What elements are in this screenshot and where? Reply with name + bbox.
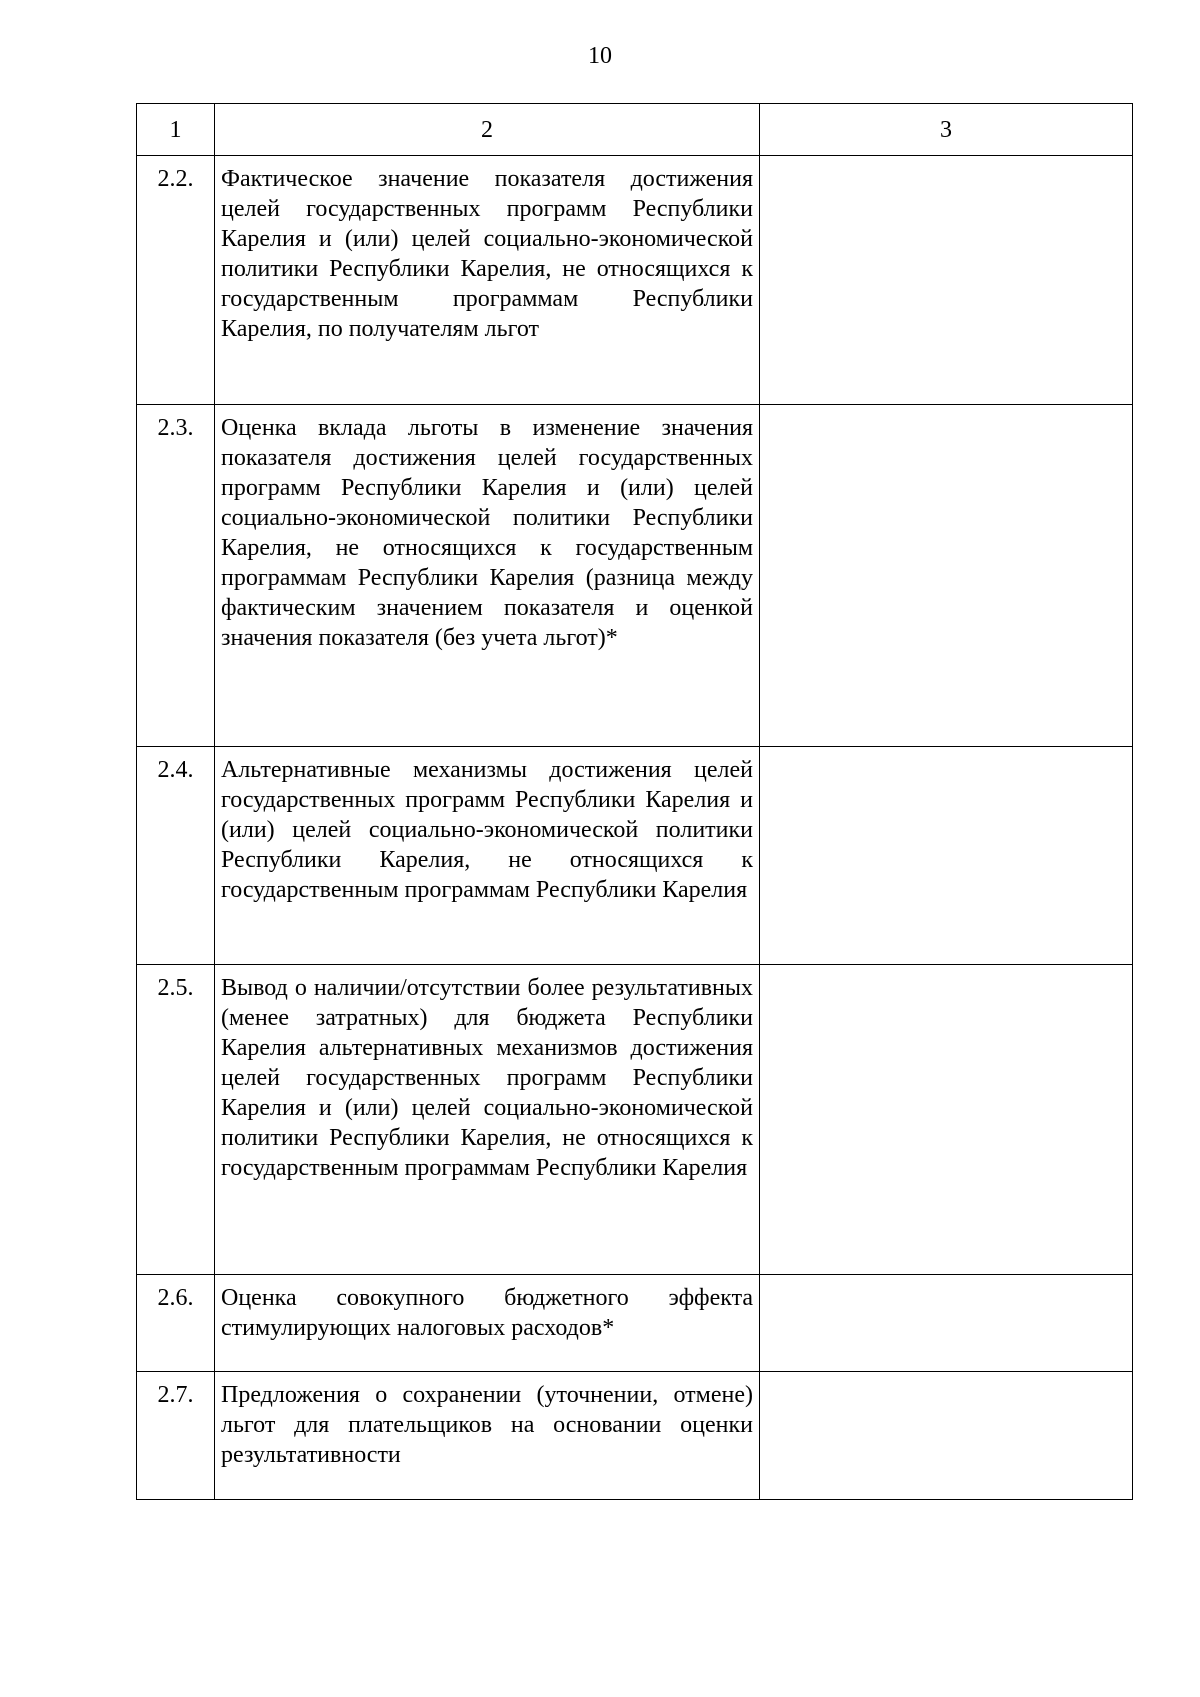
row-number: 2.2. [137, 156, 215, 405]
row-description: Предложения о сохранении (уточнении, отмене) льгот для плательщиков на основании оценки результативности [215, 1372, 760, 1500]
row-description: Вывод о наличии/отсутствии более результативных (менее затратных) для бюджета Республики Карелия альтернативных механизмов достижения целей государственных программ Республики Карелия и (или) целей социально-экономической политики Республики Карелия, не относящихся к государственным программам Республики Карелия [215, 965, 760, 1275]
table-row [137, 965, 1133, 1275]
row-number: 2.3. [137, 405, 215, 747]
table-row [137, 1275, 1133, 1372]
row-number: 2.4. [137, 747, 215, 965]
table-header-row [137, 104, 1133, 156]
row-value-cell [760, 1275, 1133, 1372]
evaluation-table [136, 103, 1133, 1500]
row-description: Альтернативные механизмы достижения целей государственных программ Республики Карелия и (или) целей социально-экономической политики Республики Карелия, не относящихся к государственным программам Республики Карелия [215, 747, 760, 965]
table-row [137, 405, 1133, 747]
page-number: 10 [588, 43, 612, 69]
row-description: Фактическое значение показателя достижения целей государственных программ Республики Карелия и (или) целей социально-экономической политики Республики Карелия, не относящихся к государственным программам Республики Карелия, по получателям льгот [215, 156, 760, 405]
row-value-cell [760, 156, 1133, 405]
row-description: Оценка вклада льготы в изменение значения показателя достижения целей государственных программ Республики Карелия и (или) целей социально-экономической политики Республики Карелия, не относящихся к государственным программам Республики Карелия (разница между фактическим значением показателя и оценкой значения показателя (без учета льгот)* [215, 405, 760, 747]
row-value-cell [760, 1372, 1133, 1500]
table-row [137, 1372, 1133, 1500]
row-value-cell [760, 965, 1133, 1275]
row-description: Оценка совокупного бюджетного эффекта стимулирующих налоговых расходов* [215, 1275, 760, 1372]
row-number: 2.6. [137, 1275, 215, 1372]
column-header-2: 2 [215, 104, 760, 156]
table-row [137, 747, 1133, 965]
column-header-1: 1 [137, 104, 215, 156]
row-number: 2.5. [137, 965, 215, 1275]
row-number: 2.7. [137, 1372, 215, 1500]
column-header-3: 3 [760, 104, 1133, 156]
table-row [137, 156, 1133, 405]
row-value-cell [760, 405, 1133, 747]
row-value-cell [760, 747, 1133, 965]
